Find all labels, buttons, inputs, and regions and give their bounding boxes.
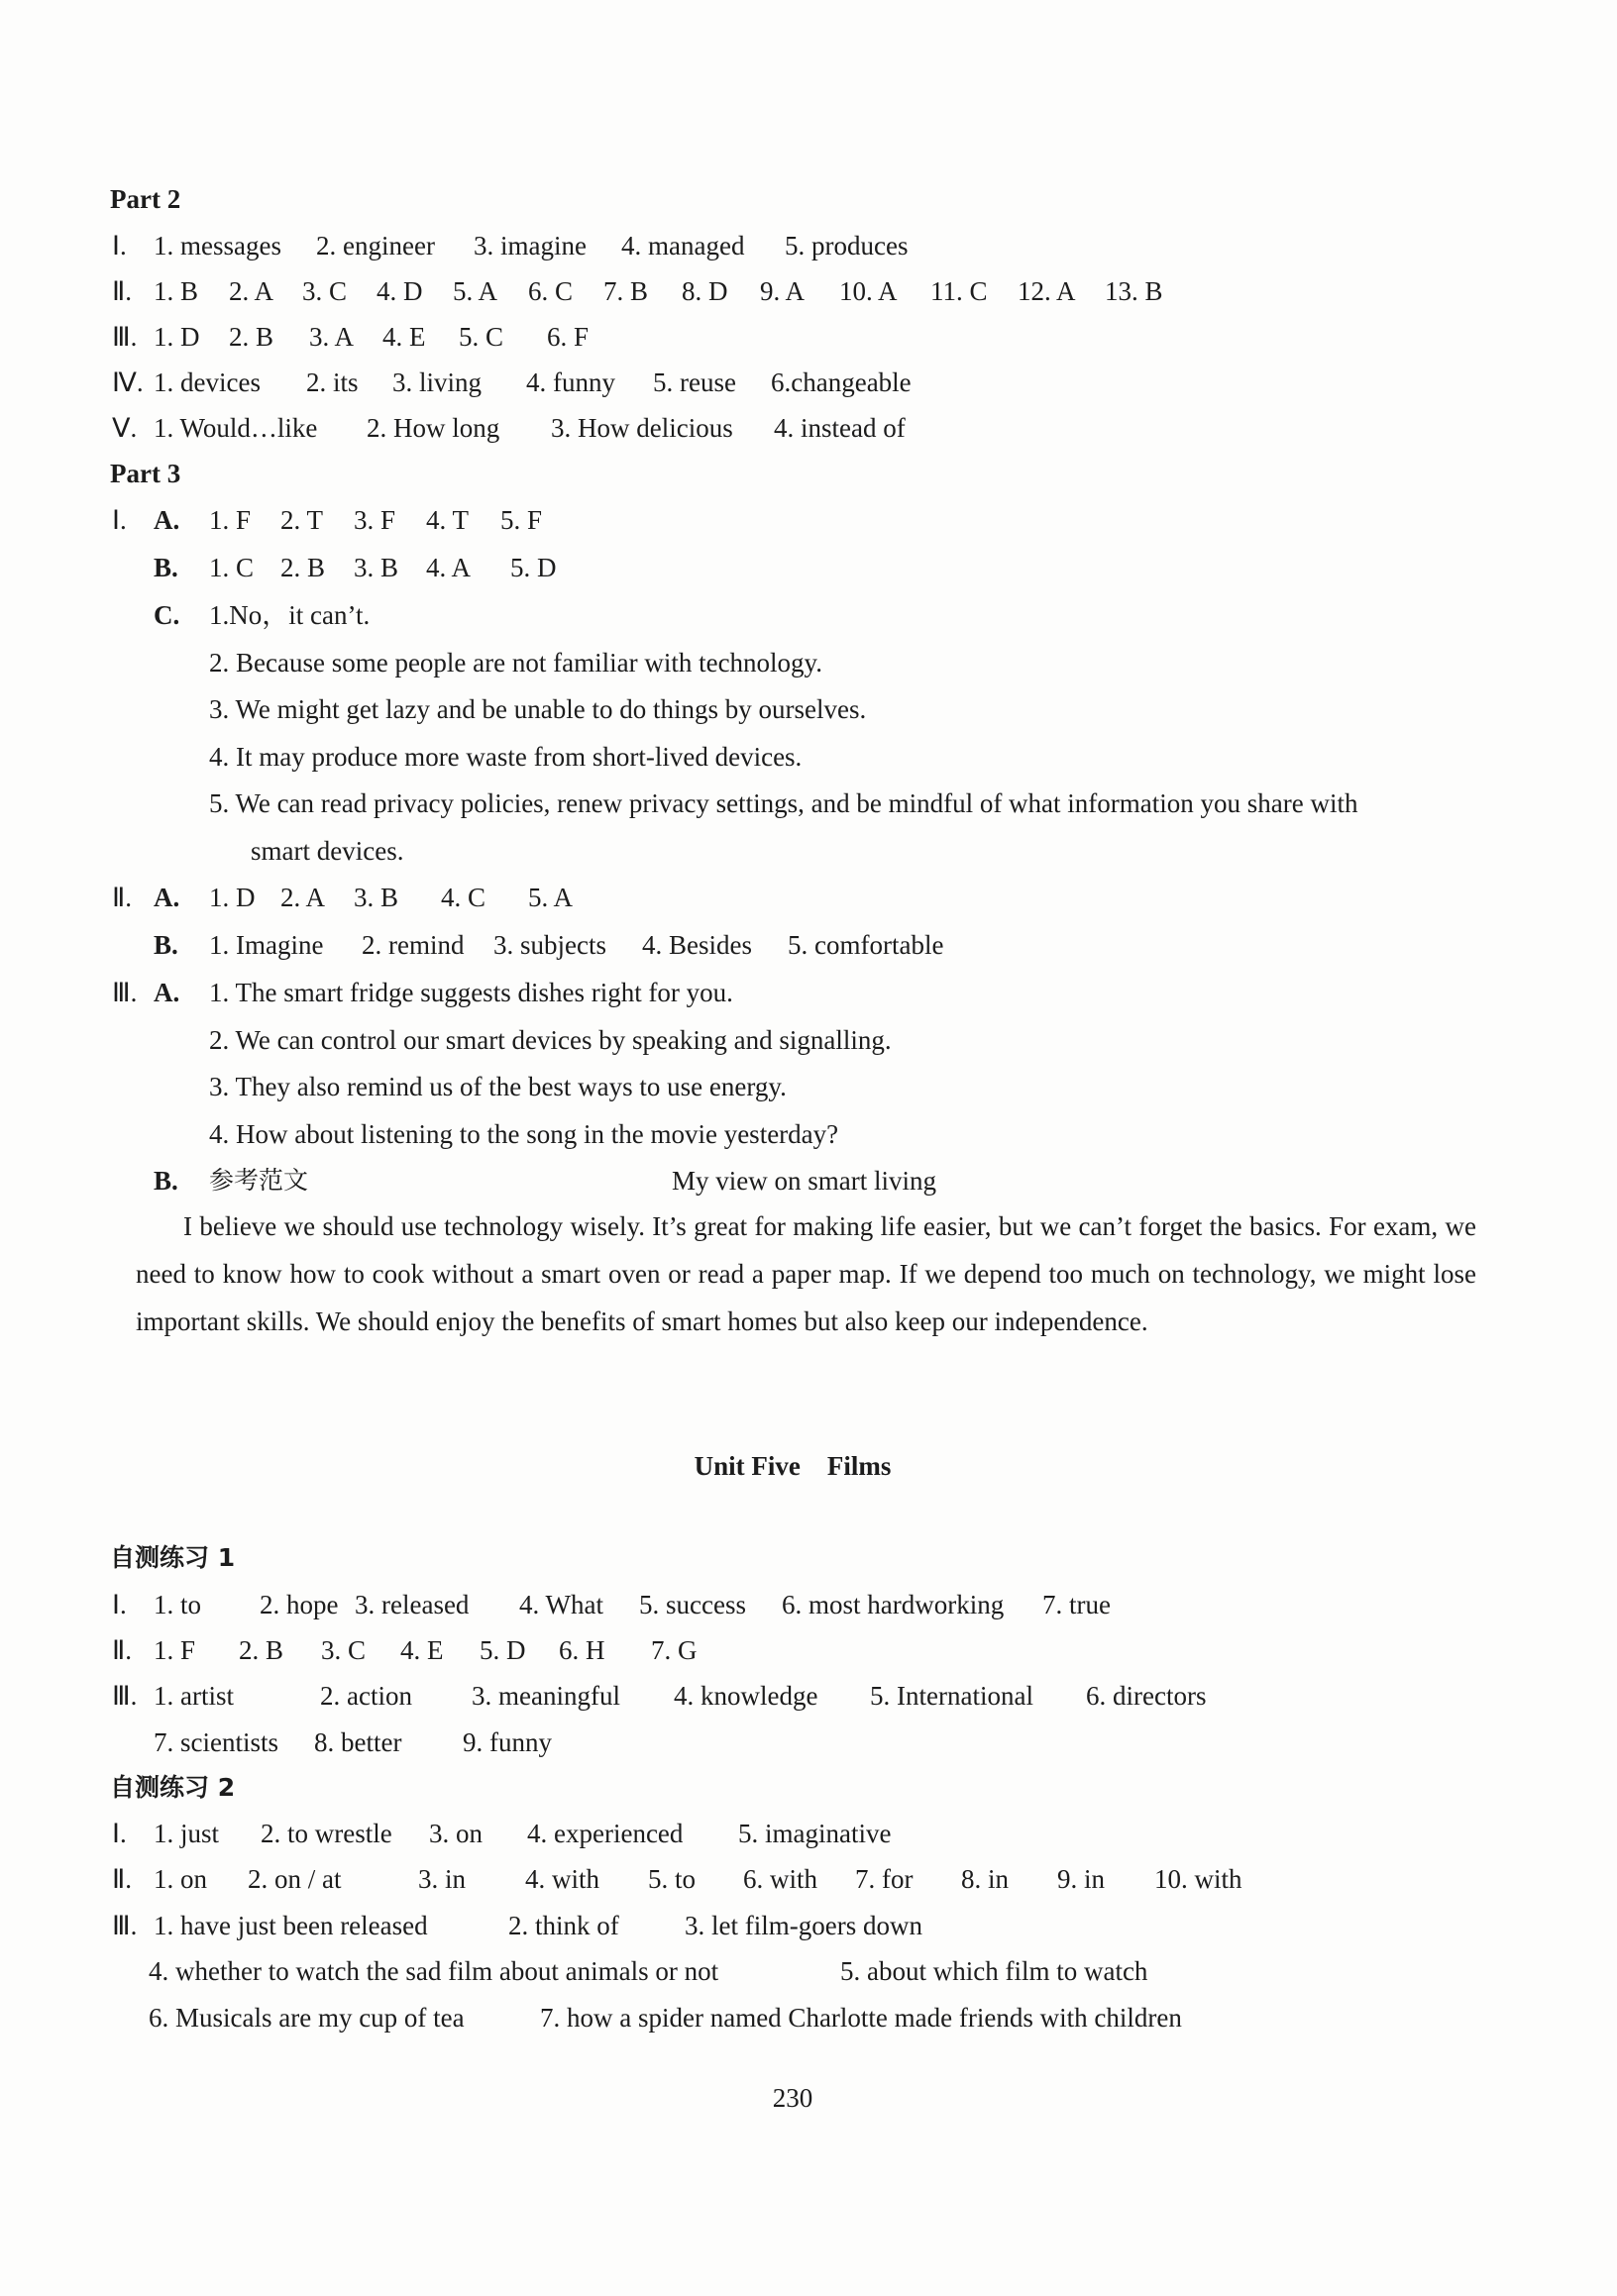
answer: 10. A [839,276,898,306]
roman-numeral: Ⅲ. [112,978,138,1007]
answer: 13. B [1105,276,1163,306]
answer: 3. living [392,367,483,397]
essay-title: My view on smart living [672,1166,936,1196]
unit-heading [0,1449,1585,1483]
answer-line: 4. It may produce more waste from short-lived devices. [209,742,803,772]
answer: 3. subjects [493,930,606,960]
answer: 2. A [229,276,274,306]
roman-numeral: Ⅲ. [112,322,138,352]
answer-line: 3. We might get lazy and be unable to do things by ourselves. [209,694,867,724]
answer: 5. D [480,1635,526,1665]
answer: 1. Imagine [209,930,324,960]
answer: 6.changeable [771,367,912,397]
answer: 2. hope [260,1590,339,1619]
roman-numeral: Ⅱ. [112,1864,133,1894]
answer: 1. have just been released [154,1911,428,1940]
answer: 7. G [651,1635,698,1665]
answer: 6. H [559,1635,605,1665]
answer: 5. C [459,322,504,352]
answer: 4. C [441,883,486,912]
answer: 2. action [320,1681,412,1711]
answer: 4. Besides [642,930,752,960]
answer: 8. D [682,276,728,306]
answer: 5. A [453,276,498,306]
answer-line: 2. We can control our smart devices by speaking and signalling. [209,1025,892,1055]
essay-text: I believe we should use technology wisely. It’s great for making life easier, but we can’t forget the basics. For exam, we need to know how to cook without a smart oven or read a paper map. If we depend too much on technology, we might lose important skills. We should enjoy the benefits of smart homes but also keep our independence. [136,1211,1476,1336]
answer: 1. Would…like [154,413,318,443]
answer: 3. A [309,322,355,352]
answer: 1. The smart fridge suggests dishes right for you. [209,978,733,1007]
roman-numeral: Ⅰ. [112,1819,127,1848]
unit-title: Unit Five [694,1451,801,1481]
answer: 4. whether to watch the sad film about animals or not [149,1956,719,1986]
answer: 3. B [354,883,399,912]
answer: 3. let film-goers down [685,1911,922,1940]
answer: 4. E [400,1635,444,1665]
answer: 5. produces [785,231,909,261]
answer: 1. messages [154,231,281,261]
answer: 4. A [426,553,472,582]
section-label: A. [154,978,180,1007]
answer: 1. C [209,553,255,582]
section-label: B. [154,930,178,960]
section-label: B. [154,1166,178,1196]
answer: 7. true [1042,1590,1111,1619]
self-test-2-title: 自测练习 2 [110,1773,236,1802]
answer: 3. meaningful [472,1681,620,1711]
answer: 6. C [528,276,574,306]
answer: 4. experienced [527,1819,684,1848]
answer: 2. on / at [248,1864,342,1894]
section-label: B. [154,553,178,582]
answer: 8. in [961,1864,1010,1894]
answer: 3. C [302,276,348,306]
answer: 5. reuse [653,367,736,397]
answer: 5. about which film to watch [840,1956,1148,1986]
section-label: A. [154,883,180,912]
answer: 2. How long [367,413,500,443]
answer: 4. instead of [774,413,906,443]
answer: 5. comfortable [788,930,944,960]
answer: 3. F [354,505,396,535]
answer: 1. D [154,322,200,352]
answer: 9. funny [463,1727,552,1757]
answer: 5. imaginative [738,1819,892,1848]
answer-line: smart devices. [251,836,404,866]
section-label: C. [154,600,180,630]
answer: 6. F [547,322,590,352]
answer: 3. on [429,1819,483,1848]
answer: 6. most hardworking [782,1590,1005,1619]
answer: 6. Musicals are my cup of tea [149,2003,465,2033]
answer: 2. its [306,367,359,397]
roman-numeral: Ⅳ. [112,367,144,397]
answer: 5. to [648,1864,697,1894]
roman-numeral: Ⅲ. [112,1911,138,1940]
answer: 5. F [500,505,543,535]
answer: 4. D [377,276,423,306]
answer: 7. for [855,1864,914,1894]
answer: 9. A [760,276,806,306]
answer: 1. to [154,1590,202,1619]
answer-line: 3. They also remind us of the best ways to use energy. [209,1072,787,1101]
answer: 1. B [154,276,199,306]
answer: 4. funny [526,367,615,397]
roman-numeral: Ⅰ. [112,231,127,261]
answer: 2. to wrestle [261,1819,392,1848]
roman-numeral: Ⅰ. [112,1590,127,1619]
answer: 1. artist [154,1681,234,1711]
answer: 8. better [314,1727,402,1757]
answer: 1. F [154,1635,196,1665]
essay-paragraph [136,1202,1476,1345]
answer: 6. with [743,1864,818,1894]
roman-numeral: Ⅱ. [112,276,133,306]
answer: 1.No，it can’t. [209,600,371,630]
answer: 2. B [280,553,326,582]
self-test-1-title: 自测练习 1 [110,1543,236,1572]
unit-subtitle: Films [826,1451,892,1481]
answer: 12. A [1018,276,1076,306]
answer: 4. What [519,1590,603,1619]
answer: 2. A [280,883,326,912]
answer: 2. think of [508,1911,619,1940]
answer: 2. T [280,505,324,535]
answer: 4. E [382,322,426,352]
answer: 4. knowledge [674,1681,818,1711]
answer: 5. A [528,883,574,912]
answer: 3. in [418,1864,467,1894]
part3-title: Part 3 [110,459,181,488]
answer: 1. on [154,1864,207,1894]
answer: 4. with [525,1864,600,1894]
page-number: 230 [772,2083,813,2113]
answer: 10. with [1154,1864,1242,1894]
answer: 6. directors [1086,1681,1207,1711]
answer: 4. managed [621,231,745,261]
roman-numeral: Ⅲ. [112,1681,138,1711]
answer: 2. B [229,322,274,352]
roman-numeral: Ⅱ. [112,1635,133,1665]
answer: 5. success [639,1590,746,1619]
answer: 3. imagine [474,231,587,261]
answer: 7. B [603,276,649,306]
answer: 2. B [239,1635,284,1665]
answer: 7. scientists [154,1727,278,1757]
answer: 5. International [870,1681,1033,1711]
roman-numeral: Ⅱ. [112,883,133,912]
answer: 2. remind [362,930,465,960]
answer: 9. in [1057,1864,1106,1894]
answer: 3. C [321,1635,367,1665]
answer-line: 2. Because some people are not familiar with technology. [209,648,823,678]
answer: 7. how a spider named Charlotte made friends with children [540,2003,1182,2033]
roman-numeral: Ⅴ. [112,413,138,443]
answer: 4. T [426,505,470,535]
answer: 2. engineer [316,231,435,261]
answer: 1. F [209,505,252,535]
answer: 1. just [154,1819,220,1848]
answer: 11. C [930,276,988,306]
answer-line: 5. We can read privacy policies, renew privacy settings, and be mindful of what information you share with [209,788,1358,818]
answer: 1. devices [154,367,261,397]
section-label: A. [154,505,180,535]
sample-essay-note: 参考范文 [209,1166,309,1195]
answer-line: 4. How about listening to the song in the movie yesterday? [209,1119,839,1149]
answer: 1. D [209,883,256,912]
answer: 5. D [510,553,557,582]
answer: 3. B [354,553,399,582]
answer: 3. How delicious [551,413,733,443]
roman-numeral: Ⅰ. [112,505,127,535]
part2-title: Part 2 [110,184,181,214]
answer: 3. released [355,1590,470,1619]
